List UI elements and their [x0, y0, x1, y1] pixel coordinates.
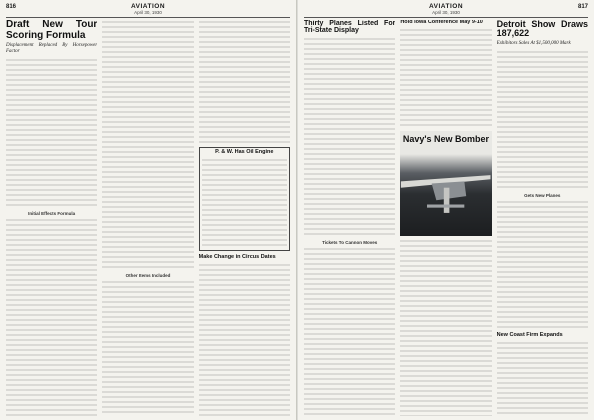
- section-subhead: Initial Effects Formula: [28, 211, 76, 216]
- left-col-2: [102, 20, 193, 416]
- right-col-1: [304, 20, 395, 416]
- box-headline: P. & W. Has Oil Engine: [215, 149, 274, 155]
- section-subhead: Other Items Included: [125, 273, 171, 278]
- left-col-1: [6, 20, 97, 416]
- right-masthead: AVIATION: [428, 3, 464, 10]
- article-body-text: [400, 239, 491, 416]
- article-body-text: [304, 37, 395, 237]
- article-body-text: [199, 263, 290, 416]
- right-page: [298, 0, 594, 420]
- left-date: April 30, 1930: [134, 10, 162, 15]
- article-body-text: [304, 247, 395, 416]
- bomber-photo: [400, 131, 491, 236]
- section-subhead: Gets New Planes: [524, 192, 561, 198]
- box-body-text: [202, 158, 287, 248]
- right-columns: [304, 20, 588, 416]
- bomber-aircraft-icon: [400, 131, 491, 236]
- article-headline: Detroit Show Draws 187,622: [496, 20, 588, 39]
- article-body-text: [6, 218, 97, 416]
- article-headline: Make Change in Circus Dates: [198, 253, 276, 260]
- left-col-3: [199, 20, 290, 416]
- right-col-3: [497, 20, 588, 416]
- section-subhead: Tickets To Cannon Moves: [322, 239, 378, 245]
- left-header-rule: [6, 17, 290, 18]
- article-headline: Thirty Planes Listed For Tri-State Display: [304, 20, 396, 35]
- article-headline: New Coast Firm Expands: [496, 331, 563, 338]
- article-deck: Displacement Replaced By Horsepower Factor: [6, 43, 98, 54]
- right-page-number: 817: [577, 4, 588, 10]
- article-body-text: [497, 200, 588, 330]
- article-box: [199, 147, 290, 251]
- article-body-text: [400, 28, 491, 128]
- article-body-text: [102, 280, 193, 416]
- article-body-text: [199, 20, 290, 145]
- article-deck: Exhibitors Sales At $1,500,000 Mark: [496, 40, 571, 46]
- article-body-text: [497, 50, 588, 190]
- article-body-text: [102, 20, 193, 270]
- right-header-rule: [304, 17, 588, 18]
- right-col-2: [400, 20, 491, 416]
- article-body-text: [6, 58, 97, 208]
- left-columns: [6, 20, 290, 416]
- article-headline: Hold Iowa Conference May 9-10: [400, 20, 483, 25]
- photo-title: Navy's New Bomber: [402, 133, 490, 144]
- left-page-header: [6, 3, 290, 15]
- left-masthead: AVIATION: [130, 3, 166, 10]
- left-page-number: 816: [6, 4, 17, 10]
- right-date: April 30, 1930: [432, 10, 460, 15]
- article-headline: Draft New Tour Scoring Formula: [6, 20, 98, 41]
- article-body-text: [497, 341, 588, 416]
- right-page-header: [304, 3, 588, 15]
